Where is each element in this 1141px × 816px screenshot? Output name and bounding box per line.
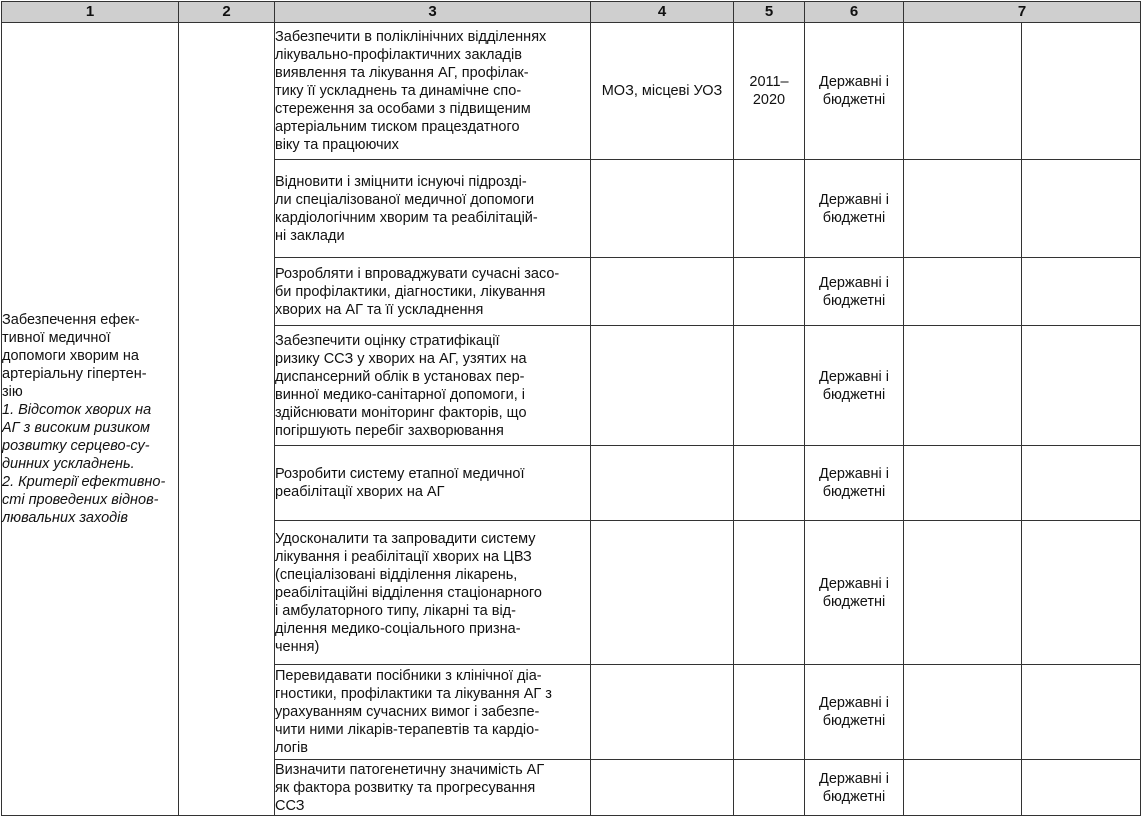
- header-col-7: 7: [904, 2, 1141, 23]
- funding-cell: Державні і бюджетні: [805, 326, 904, 446]
- funding-cell: Державні і бюджетні: [805, 258, 904, 326]
- indicator-cell: [904, 665, 1022, 760]
- activity-cell: Визначити патогенетичну значимість АГ як фактора розвитку та прогресування ССЗ: [275, 760, 591, 816]
- funding-cell: Державні і бюджетні: [805, 23, 904, 160]
- header-col-6: 6: [805, 2, 904, 23]
- term-cell: [734, 446, 805, 521]
- indicator-extra-cell: [1022, 760, 1141, 816]
- funding-cell: Державні і бюджетні: [805, 760, 904, 816]
- executor-cell: МОЗ, місцеві УОЗ: [591, 23, 734, 160]
- activity-cell: Розробити систему етапної медичної реабілітації хворих на АГ: [275, 446, 591, 521]
- term-cell: [734, 665, 805, 760]
- header-col-5: 5: [734, 2, 805, 23]
- term-cell: [734, 521, 805, 665]
- executor-cell: [591, 760, 734, 816]
- header-row: [2, 2, 1141, 23]
- term-cell: [734, 258, 805, 326]
- activity-cell: Перевидавати посібники з клінічної діа- гностики, профілактики та лікування АГ з урахуванням сучасних вимог і забезпе- чити ними лікарів-терапевтів та кардіо- логів: [275, 665, 591, 760]
- indicator-extra-cell: [1022, 521, 1141, 665]
- executor-cell: [591, 446, 734, 521]
- term-cell: 2011– 2020: [734, 23, 805, 160]
- indicator-extra-cell: [1022, 446, 1141, 521]
- goal-text: Забезпечення ефек- тивної медичної допомоги хворим на артеріальну гіпертен- зію: [2, 312, 147, 400]
- activity-cell: Розробляти і впроваджувати сучасні засо- би профілактики, діагностики, лікування хворих на АГ та її ускладнення: [275, 258, 591, 326]
- column-2-cell: [179, 23, 275, 816]
- executor-cell: [591, 665, 734, 760]
- funding-cell: Державні і бюджетні: [805, 446, 904, 521]
- indicator-cell: [904, 258, 1022, 326]
- goal-cell: [2, 23, 179, 816]
- term-cell: [734, 160, 805, 258]
- indicator-cell: [904, 446, 1022, 521]
- executor-cell: [591, 160, 734, 258]
- indicator-extra-cell: [1022, 665, 1141, 760]
- header-col-2: 2: [179, 2, 275, 23]
- indicator-extra-cell: [1022, 23, 1141, 160]
- term-cell: [734, 326, 805, 446]
- activity-cell: Забезпечити в поліклінічних відділеннях лікувально-профілактичних закладів виявлення та лікування АГ, профілак- тику її ускладнень та динамічне спо- стереження за особами з підвищеним артеріальним тиском працездатного віку та працюючих: [275, 23, 591, 160]
- funding-cell: Державні і бюджетні: [805, 160, 904, 258]
- indicator-cell: [904, 23, 1022, 160]
- activity-cell: Відновити і зміцнити існуючі підрозді- ли спеціалізованої медичної допомоги кардіологічним хворим та реабілітацій- ні заклади: [275, 160, 591, 258]
- indicator-cell: [904, 326, 1022, 446]
- criteria-text: 1. Відсоток хворих на АГ з високим ризиком розвитку серцево-су- динних ускладнень. 2. Критерії ефективно- сті проведених віднов- лювальних заходів: [2, 402, 166, 526]
- term-cell: [734, 760, 805, 816]
- header-col-1: 1: [2, 2, 179, 23]
- indicator-cell: [904, 521, 1022, 665]
- indicator-extra-cell: [1022, 160, 1141, 258]
- header-col-3: 3: [275, 2, 591, 23]
- indicator-cell: [904, 160, 1022, 258]
- table-row: [2, 23, 1141, 160]
- table-body: [2, 23, 1141, 816]
- executor-cell: [591, 521, 734, 665]
- activity-cell: Забезпечити оцінку стратифікації ризику ССЗ у хворих на АГ, узятих на диспансерний облік в установах пер- винної медико-санітарної допомоги, і здійснювати моніторинг факторів, що погіршують перебіг захворювання: [275, 326, 591, 446]
- indicator-extra-cell: [1022, 326, 1141, 446]
- executor-cell: [591, 326, 734, 446]
- indicator-extra-cell: [1022, 258, 1141, 326]
- executor-cell: [591, 258, 734, 326]
- measures-table: [1, 1, 1141, 816]
- header-col-4: 4: [591, 2, 734, 23]
- indicator-cell: [904, 760, 1022, 816]
- activity-cell: Удосконалити та запровадити систему лікування і реабілітації хворих на ЦВЗ (спеціалізовані відділення лікарень, реабілітаційні відділення стаціонарного і амбулаторного типу, лікарні та від- ділення медико-соціального призна- чення): [275, 521, 591, 665]
- funding-cell: Державні і бюджетні: [805, 665, 904, 760]
- funding-cell: Державні і бюджетні: [805, 521, 904, 665]
